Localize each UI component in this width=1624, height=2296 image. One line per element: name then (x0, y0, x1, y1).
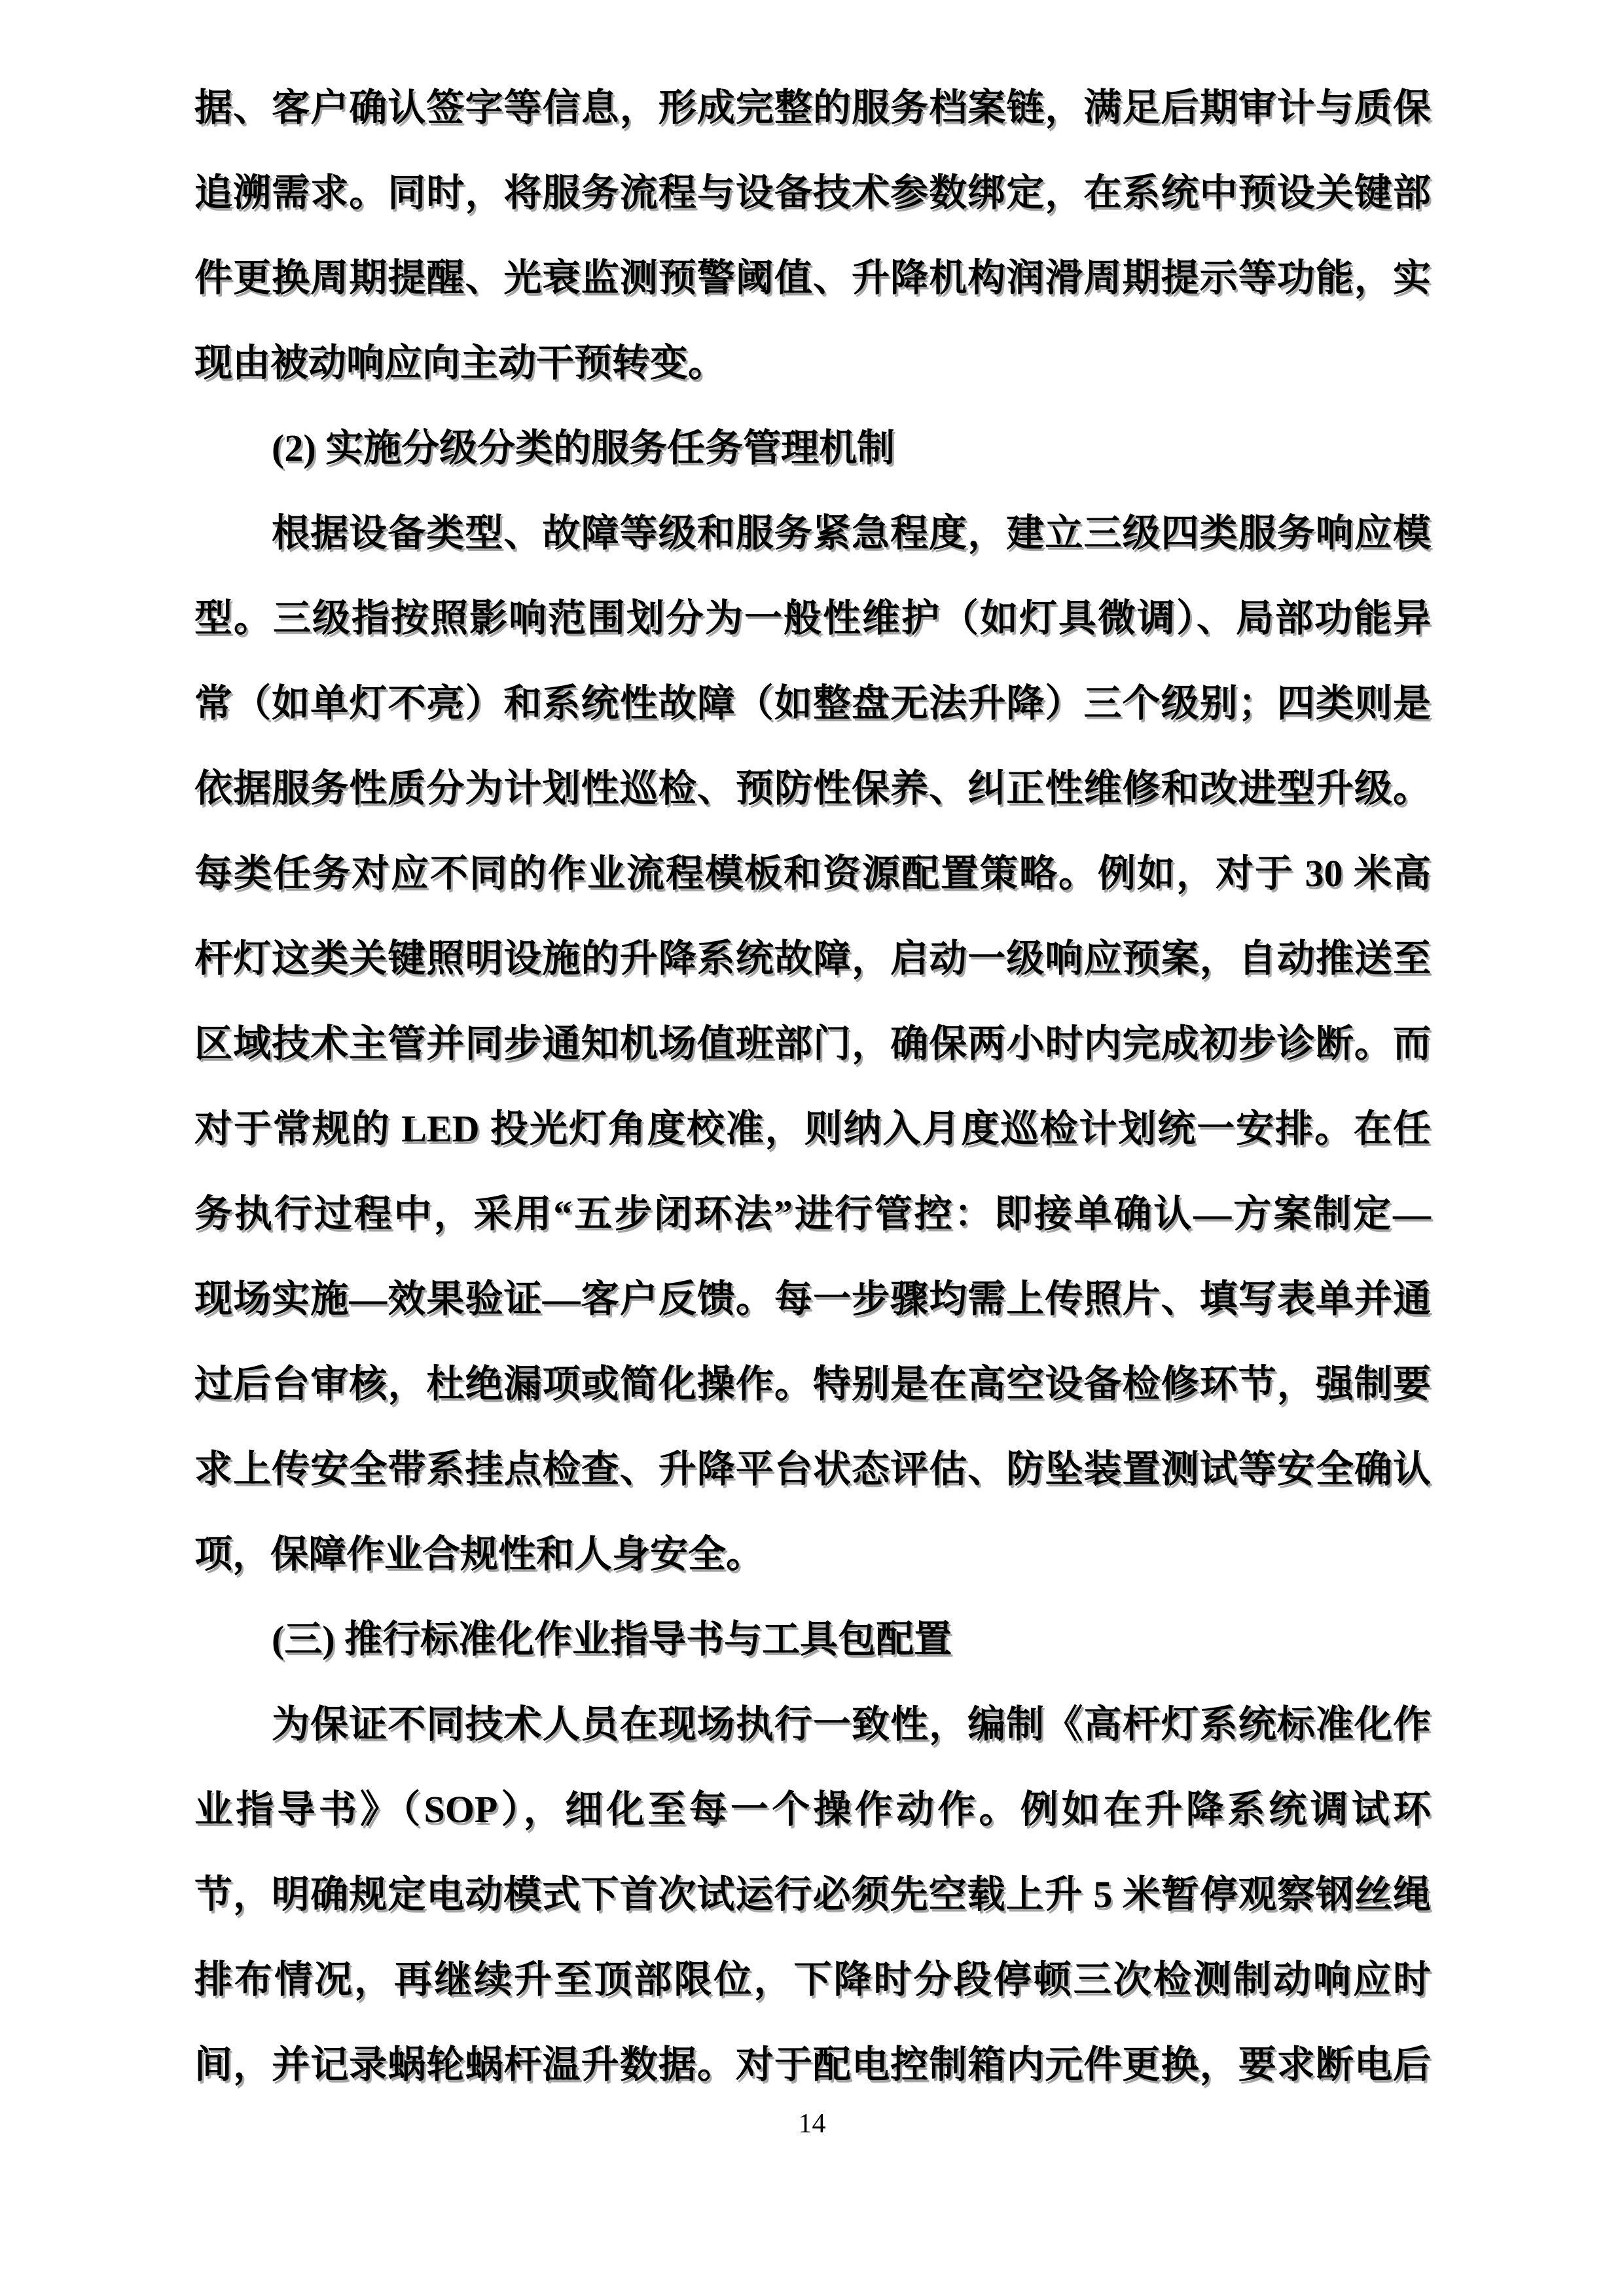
text-line: 项，保障作业合规性和人身安全。 (194, 1533, 765, 1575)
text-line: 为保证不同技术人员在现场执行一致性，编制《高杆灯系统标准化作 (272, 1703, 1431, 1746)
page-body (194, 65, 1431, 2108)
text-line: 过后台审核，杜绝漏项或简化操作。特别是在高空设备检修环节，强制要 (194, 1363, 1431, 1405)
section-heading: (2) 实施分级分类的服务任务管理机制 (272, 427, 895, 469)
text-line: 杆灯这类关键照明设施的升降系统故障，启动一级响应预案，自动推送至 (194, 937, 1431, 980)
text-line: 求上传安全带系挂点检查、升降平台状态评估、防坠装置测试等安全确认 (194, 1448, 1431, 1490)
text-line: 常（如单灯不亮）和系统性故障（如整盘无法升降）三个级别；四类则是 (194, 682, 1431, 725)
text-line: 追溯需求。同时，将服务流程与设备技术参数绑定，在系统中预设关键部 (194, 171, 1431, 214)
text-line: 排布情况，再继续升至顶部限位，下降时分段停顿三次检测制动响应时 (194, 1958, 1431, 2001)
text-line: 根据设备类型、故障等级和服务紧急程度，建立三级四类服务响应模 (272, 512, 1431, 554)
text-line: 依据服务性质分为计划性巡检、预防性保养、纠正性维修和改进型升级。 (194, 767, 1431, 810)
text-line: 对于常规的 LED 投光灯角度校准，则纳入月度巡检计划统一安排。在任 (194, 1107, 1431, 1150)
page-number: 14 (798, 2109, 826, 2139)
section-heading: (三) 推行标准化作业指导书与工具包配置 (272, 1618, 952, 1660)
text-line: 间，并记录蜗轮蜗杆温升数据。对于配电控制箱内元件更换，要求断电后 (194, 2043, 1431, 2086)
text-line: 务执行过程中，采用“五步闭环法”进行管控：即接单确认—方案制定— (194, 1193, 1431, 1235)
text-line: 现场实施—效果验证—客户反馈。每一步骤均需上传照片、填写表单并通 (194, 1278, 1431, 1320)
text-line: 每类任务对应不同的作业流程模板和资源配置策略。例如，对于 30 米高 (194, 852, 1431, 895)
text-line: 型。三级指按照影响范围划分为一般性维护（如灯具微调）、局部功能异 (194, 597, 1431, 639)
text-line: 节，明确规定电动模式下首次试运行必须先空载上升 5 米暂停观察钢丝绳 (194, 1873, 1431, 1916)
text-line: 业指导书》（SOP），细化至每一个操作动作。例如在升降系统调试环 (194, 1788, 1431, 1831)
text-line: 区域技术主管并同步通知机场值班部门，确保两小时内完成初步诊断。而 (194, 1022, 1431, 1065)
text-line: 现由被动响应向主动干预转变。 (194, 342, 727, 384)
text-line: 据、客户确认签字等信息，形成完整的服务档案链，满足后期审计与质保 (194, 86, 1431, 129)
text-line: 件更换周期提醒、光衰监测预警阈值、升降机构润滑周期提示等功能，实 (194, 257, 1431, 299)
